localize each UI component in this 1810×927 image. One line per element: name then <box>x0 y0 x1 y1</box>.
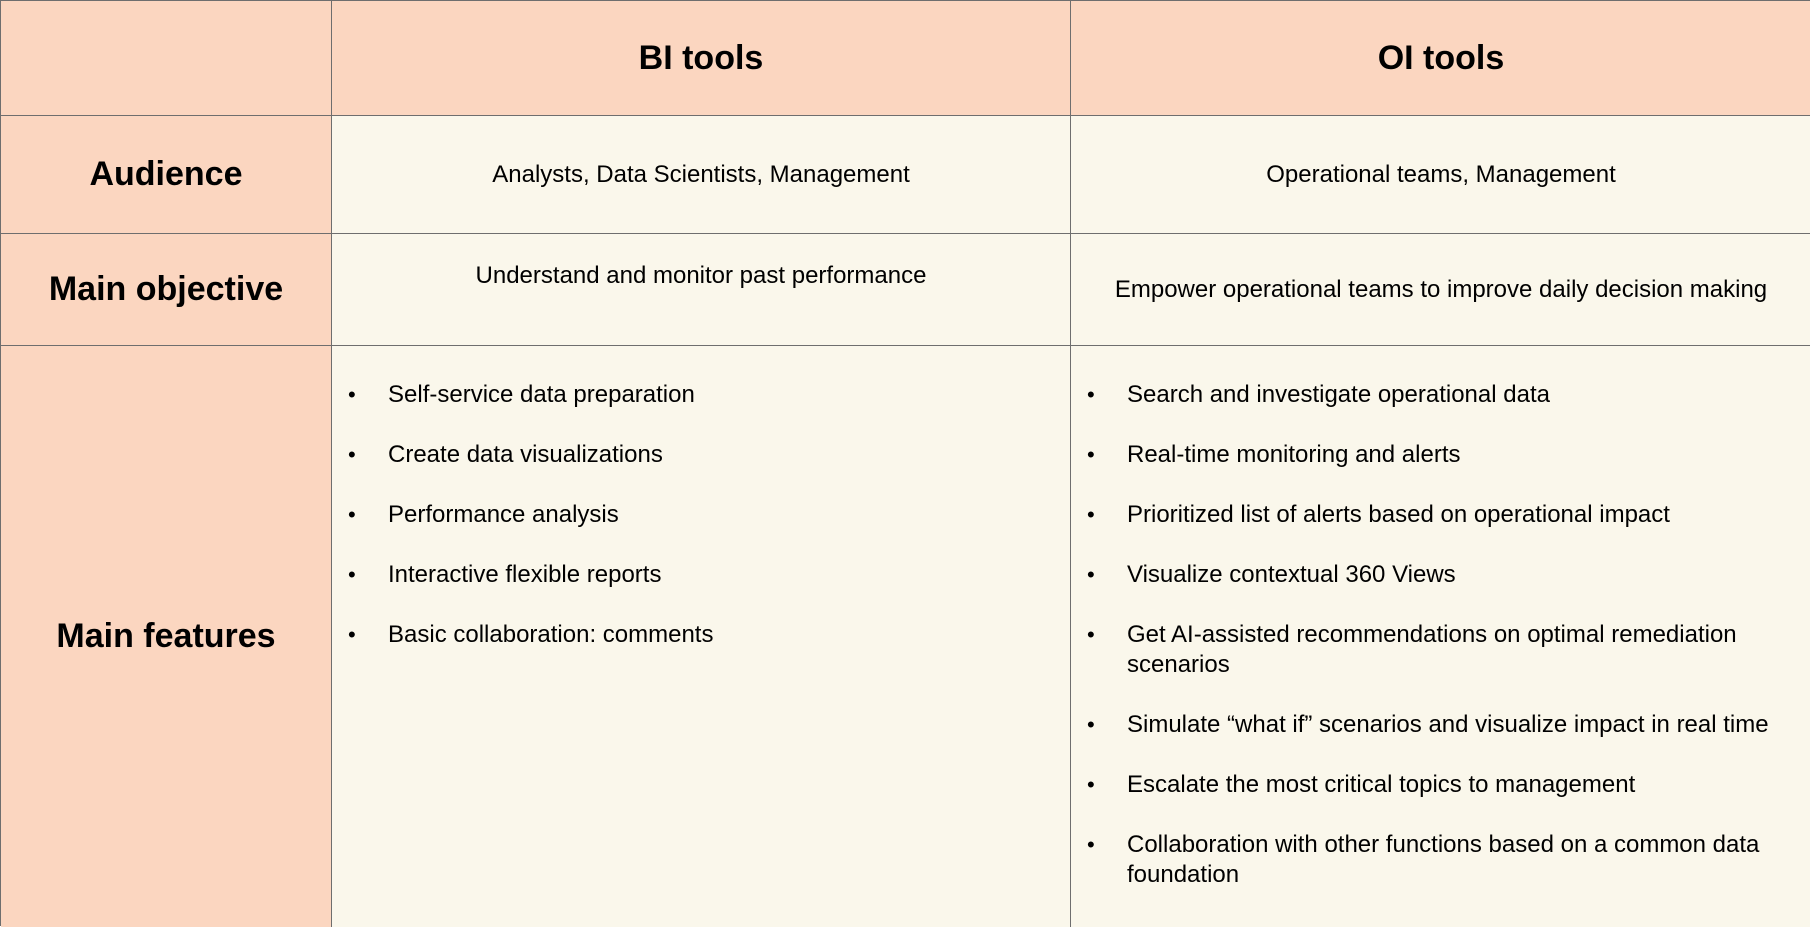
features-row-title: Main features <box>56 617 276 655</box>
bi-audience-text: Analysts, Data Scientists, Management <box>492 160 910 188</box>
bullet-icon: • <box>1087 772 1095 797</box>
feature-text: Escalate the most critical topics to management <box>1127 771 1636 798</box>
audience-row-header <box>1 116 332 234</box>
oi-tools-column-title: OI tools <box>1377 38 1505 77</box>
list-item <box>348 440 1050 470</box>
list-item <box>1087 620 1791 680</box>
bullet-icon: • <box>348 442 356 467</box>
feature-text: Basic collaboration: comments <box>388 621 714 648</box>
corner-header-cell <box>1 1 332 116</box>
audience-row-title: Audience <box>89 155 243 193</box>
bi-objective-text: Understand and monitor past performance <box>475 262 927 289</box>
bi-audience-cell <box>332 116 1071 234</box>
feature-text: Self-service data preparation <box>388 381 695 408</box>
objective-row-title: Main objective <box>48 270 284 308</box>
bullet-icon: • <box>1087 562 1095 587</box>
features-row-header <box>1 346 332 927</box>
list-item <box>1087 560 1791 590</box>
oi-features-cell <box>1071 346 1810 927</box>
bullet-icon: • <box>348 622 356 647</box>
feature-text: Get AI-assisted recommendations on optimal remediation scenarios <box>1127 621 1737 678</box>
list-item <box>348 620 1050 650</box>
list-item <box>1087 830 1791 890</box>
list-item <box>348 500 1050 530</box>
bullet-icon: • <box>348 562 356 587</box>
feature-text: Simulate “what if” scenarios and visualize impact in real time <box>1127 711 1769 738</box>
bi-features-list <box>332 346 1070 650</box>
list-item <box>1087 380 1791 410</box>
list-item <box>1087 440 1791 470</box>
oi-audience-cell <box>1071 116 1810 234</box>
oi-audience-text: Operational teams, Management <box>1266 160 1616 188</box>
oi-objective-cell <box>1071 234 1810 346</box>
oi-features-list <box>1071 346 1810 890</box>
list-item <box>1087 710 1791 740</box>
list-item <box>348 560 1050 590</box>
bi-objective-cell <box>332 234 1071 346</box>
bullet-icon: • <box>1087 442 1095 467</box>
bullet-icon: • <box>1087 382 1095 407</box>
feature-text: Performance analysis <box>388 501 619 528</box>
objective-row-header <box>1 234 332 346</box>
bi-features-cell <box>332 346 1071 927</box>
feature-text: Real-time monitoring and alerts <box>1127 441 1461 468</box>
oi-tools-header-cell <box>1071 1 1810 116</box>
feature-text: Interactive flexible reports <box>388 561 662 588</box>
bullet-icon: • <box>1087 832 1095 857</box>
bullet-icon: • <box>1087 622 1095 647</box>
feature-text: Collaboration with other functions based on a common data foundation <box>1127 831 1760 888</box>
list-item <box>348 380 1050 410</box>
list-item <box>1087 770 1791 800</box>
bullet-icon: • <box>1087 502 1095 527</box>
oi-objective-text: Empower operational teams to improve daily decision making <box>1114 275 1768 303</box>
feature-text: Create data visualizations <box>388 441 663 468</box>
bi-tools-column-title: BI tools <box>638 38 764 77</box>
feature-text: Search and investigate operational data <box>1127 381 1550 408</box>
bullet-icon: • <box>348 502 356 527</box>
bi-tools-header-cell <box>332 1 1071 116</box>
feature-text: Visualize contextual 360 Views <box>1127 561 1456 588</box>
bullet-icon: • <box>1087 712 1095 737</box>
feature-text: Prioritized list of alerts based on operational impact <box>1127 501 1670 528</box>
bullet-icon: • <box>348 382 356 407</box>
list-item <box>1087 500 1791 530</box>
